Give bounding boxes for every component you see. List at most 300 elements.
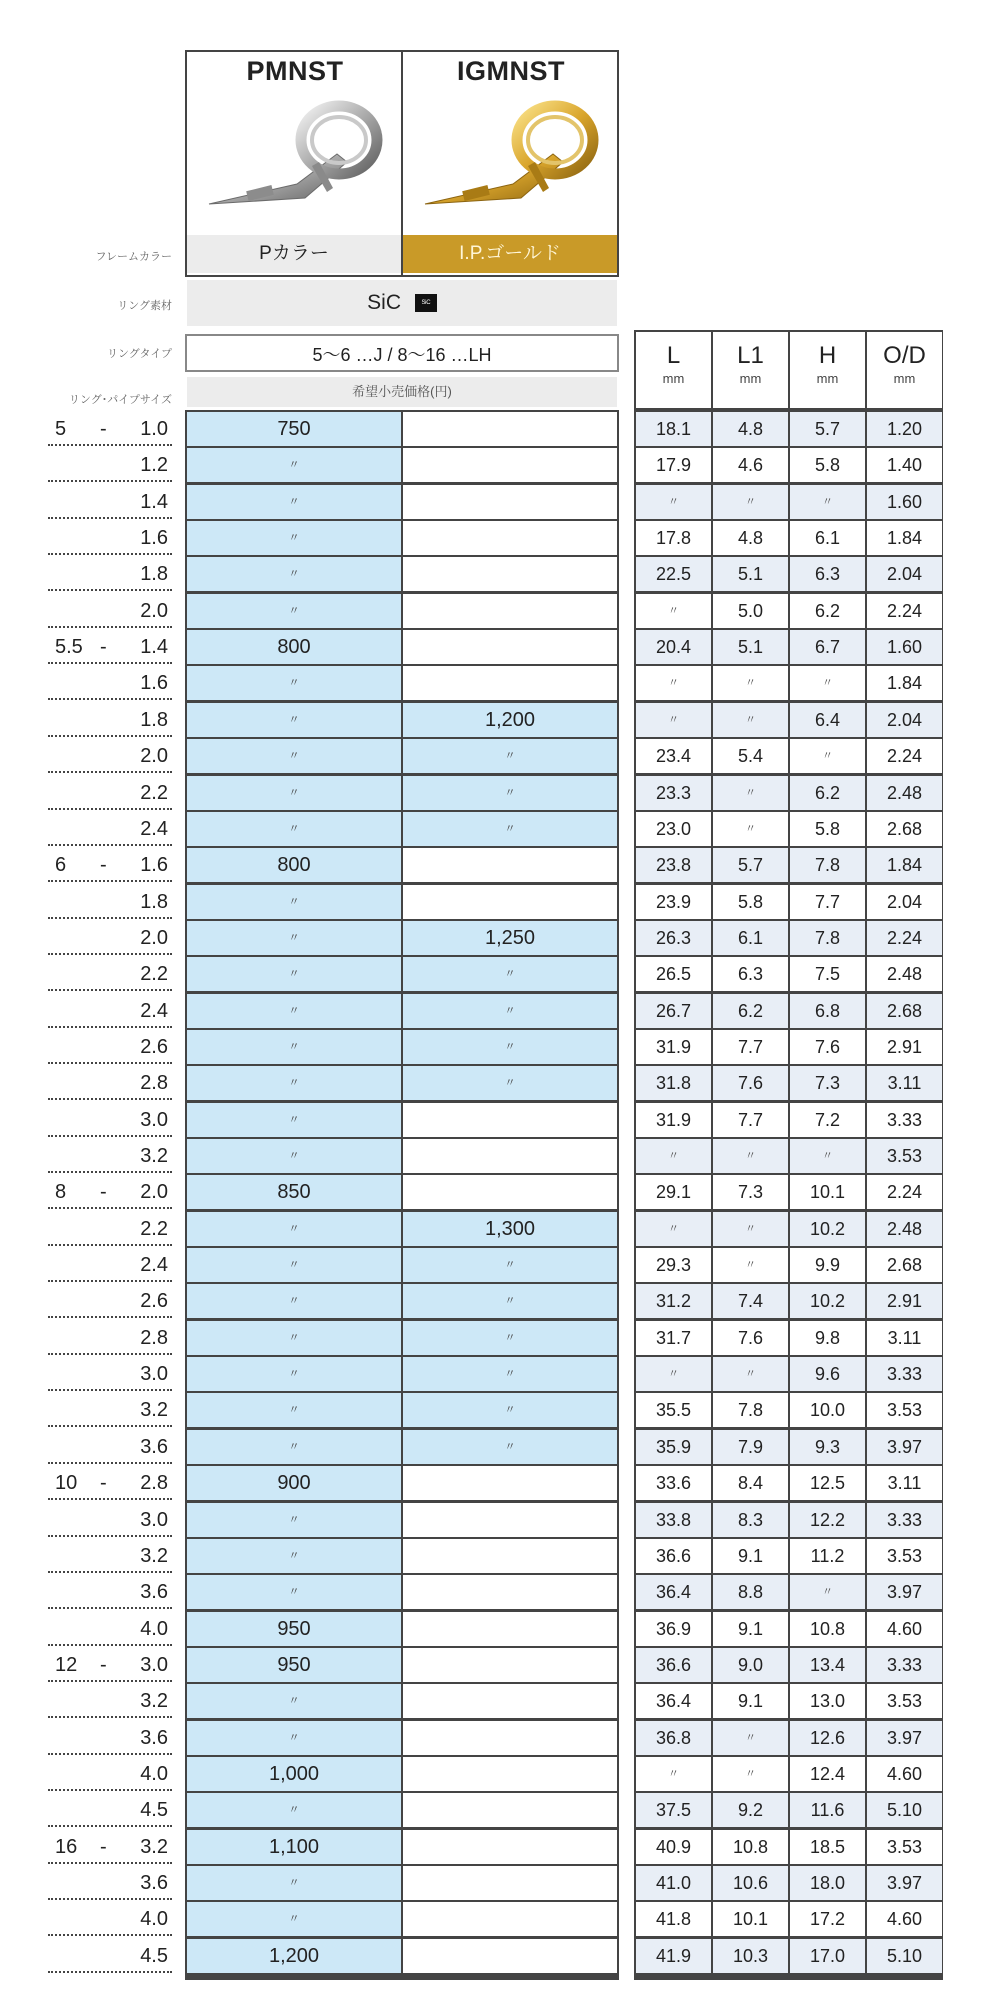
dotted-leader xyxy=(48,480,172,482)
pipe-size: 2.8 xyxy=(140,1327,168,1349)
ring-size: 5 xyxy=(55,418,67,440)
ring-pipe-size xyxy=(0,1575,172,1609)
dotted-leader xyxy=(48,444,172,446)
ring-type-cell: 5〜6 …J / 8〜16 …LH xyxy=(185,334,619,372)
pmnst-price: 〃 xyxy=(187,1103,401,1137)
dotted-leader xyxy=(48,1498,172,1500)
model-pmnst: PMNST xyxy=(246,56,344,86)
dim-l1-value: 〃 xyxy=(713,1757,788,1791)
igmnst-price xyxy=(403,448,617,482)
ring-size: 6 xyxy=(55,854,67,876)
pipe-size: 2.4 xyxy=(140,818,168,840)
dotted-leader xyxy=(48,1098,172,1100)
pipe-size: 3.6 xyxy=(140,1581,168,1603)
igmnst-price xyxy=(403,557,617,591)
pmnst-price: 〃 xyxy=(187,1248,401,1282)
dim-od-value: 2.91 xyxy=(867,1284,942,1318)
dim-h-value: 10.2 xyxy=(790,1212,865,1246)
dim-l1-value: 9.0 xyxy=(713,1648,788,1682)
dim-l1-value: 9.1 xyxy=(713,1612,788,1646)
dim-l-value: 〃 xyxy=(636,1757,711,1791)
pipe-size: 3.2 xyxy=(140,1145,168,1167)
dim-h-value: 18.0 xyxy=(790,1866,865,1900)
dim-l-value: 31.7 xyxy=(636,1321,711,1355)
dotted-leader xyxy=(48,1680,172,1682)
pipe-size: 2.4 xyxy=(140,1000,168,1022)
gold-guide-image xyxy=(403,96,619,222)
pipe-size: 2.2 xyxy=(140,963,168,985)
dim-l-value: 33.8 xyxy=(636,1503,711,1537)
pipe-size: 1.4 xyxy=(140,491,168,513)
pipe-size: 1.8 xyxy=(140,891,168,913)
pmnst-price: 〃 xyxy=(187,957,401,991)
ring-pipe-size xyxy=(0,1939,172,1973)
dotted-leader xyxy=(48,1644,172,1646)
pmnst-price: 〃 xyxy=(187,812,401,846)
igmnst-price xyxy=(403,630,617,664)
pmnst-price: 950 xyxy=(187,1648,401,1682)
dim-h-value: 12.6 xyxy=(790,1721,865,1755)
ring-pipe-size xyxy=(0,1430,172,1464)
pmnst-price: 1,100 xyxy=(187,1830,401,1864)
ring-pipe-size xyxy=(0,1721,172,1755)
dim-l1-value: 〃 xyxy=(713,703,788,737)
dim-l-value: 〃 xyxy=(636,1212,711,1246)
dim-l1-value: 〃 xyxy=(713,485,788,519)
silver-guide-image xyxy=(187,96,403,222)
dim-l-value: 36.4 xyxy=(636,1684,711,1718)
ring-pipe-size xyxy=(0,412,172,446)
dim-od-value: 3.53 xyxy=(867,1684,942,1718)
dim-l-value: 36.6 xyxy=(636,1648,711,1682)
dim-h-value: 7.6 xyxy=(790,1030,865,1064)
igmnst-price: 1,200 xyxy=(403,703,617,737)
dim-l-value: 35.5 xyxy=(636,1393,711,1427)
dim-h-value: 7.3 xyxy=(790,1066,865,1100)
dim-l-value: 36.8 xyxy=(636,1721,711,1755)
dotted-leader xyxy=(48,1825,172,1827)
igmnst-price: 〃 xyxy=(403,1248,617,1282)
dim-od-value: 2.48 xyxy=(867,776,942,810)
igmnst-price xyxy=(403,666,617,700)
ring-pipe-size xyxy=(0,994,172,1028)
dim-h-value: 6.7 xyxy=(790,630,865,664)
ring-pipe-size xyxy=(0,666,172,700)
dim-l-value: 23.3 xyxy=(636,776,711,810)
ring-pipe-size xyxy=(0,557,172,591)
dim-h-value: 10.1 xyxy=(790,1175,865,1209)
frame-color-gold: I.P.ゴールド xyxy=(403,235,617,273)
dim-od-value: 3.97 xyxy=(867,1575,942,1609)
pmnst-price: 800 xyxy=(187,630,401,664)
dim-l1-value: 〃 xyxy=(713,812,788,846)
ring-pipe-size xyxy=(0,703,172,737)
dim-l1-value: 7.4 xyxy=(713,1284,788,1318)
ring-pipe-size xyxy=(0,848,172,882)
igmnst-price xyxy=(403,1793,617,1827)
ring-material-cell xyxy=(187,280,617,326)
dim-od-value: 3.53 xyxy=(867,1539,942,1573)
ring-pipe-size xyxy=(0,1539,172,1573)
dim-l-value: 〃 xyxy=(636,703,711,737)
dotted-leader xyxy=(48,1753,172,1755)
dim-h-value: 〃 xyxy=(790,666,865,700)
igmnst-price xyxy=(403,1539,617,1573)
price-label: 希望小売価格(円) xyxy=(187,377,617,407)
dim-h-value: 17.0 xyxy=(790,1939,865,1973)
pipe-size: 1.6 xyxy=(140,672,168,694)
dotted-leader xyxy=(48,735,172,737)
pmnst-price: 〃 xyxy=(187,485,401,519)
dotted-leader xyxy=(48,1607,172,1609)
dim-l-value: 23.0 xyxy=(636,812,711,846)
dim-od-value: 3.53 xyxy=(867,1393,942,1427)
ring-pipe-size xyxy=(0,448,172,482)
ring-pipe-size xyxy=(0,921,172,955)
dim-h-value: 〃 xyxy=(790,1139,865,1173)
dotted-leader xyxy=(48,626,172,628)
ring-pipe-size xyxy=(0,521,172,555)
size-dash: - xyxy=(100,1654,107,1676)
ring-material-value: SiC xyxy=(367,291,401,314)
dim-od-value: 2.04 xyxy=(867,885,942,919)
igmnst-price xyxy=(403,594,617,628)
dim-l1-value: 8.4 xyxy=(713,1466,788,1500)
igmnst-price: 〃 xyxy=(403,1430,617,1464)
dim-od-value: 1.84 xyxy=(867,521,942,555)
igmnst-price xyxy=(403,1684,617,1718)
dim-l1-value: 〃 xyxy=(713,1248,788,1282)
pipe-size: 2.0 xyxy=(140,600,168,622)
igmnst-price: 〃 xyxy=(403,994,617,1028)
ring-pipe-size xyxy=(0,1757,172,1791)
dim-l1-value: 9.1 xyxy=(713,1539,788,1573)
dim-od-value: 3.11 xyxy=(867,1066,942,1100)
dotted-leader xyxy=(48,808,172,810)
frame-color-silver: Pカラー xyxy=(187,235,401,273)
dim-od-value: 2.91 xyxy=(867,1030,942,1064)
dim-l-value: 31.9 xyxy=(636,1030,711,1064)
model-igmnst: IGMNST xyxy=(457,56,565,86)
pmnst-price: 〃 xyxy=(187,994,401,1028)
dim-od-value: 2.24 xyxy=(867,739,942,773)
dim-header-od xyxy=(867,332,942,408)
pmnst-price: 〃 xyxy=(187,1284,401,1318)
igmnst-price xyxy=(403,412,617,446)
dim-l1-value: 7.6 xyxy=(713,1321,788,1355)
pmnst-price: 1,000 xyxy=(187,1757,401,1791)
pmnst-price: 750 xyxy=(187,412,401,446)
pmnst-price: 〃 xyxy=(187,1902,401,1936)
dim-h-value: 6.4 xyxy=(790,703,865,737)
dotted-leader xyxy=(48,1389,172,1391)
ring-pipe-size xyxy=(0,1902,172,1936)
dim-l1-value: 〃 xyxy=(713,1357,788,1391)
ring-size: 12 xyxy=(55,1654,78,1676)
dim-od-value: 3.11 xyxy=(867,1321,942,1355)
pmnst-price: 〃 xyxy=(187,448,401,482)
igmnst-price xyxy=(403,485,617,519)
dotted-leader xyxy=(48,1862,172,1864)
dim-l-value: 41.0 xyxy=(636,1866,711,1900)
dim-l1-value: 8.3 xyxy=(713,1503,788,1537)
pmnst-price: 〃 xyxy=(187,1684,401,1718)
ring-pipe-size xyxy=(0,1648,172,1682)
dim-l-value: 〃 xyxy=(636,594,711,628)
pipe-size: 3.2 xyxy=(140,1836,168,1858)
dim-l-value: 17.8 xyxy=(636,521,711,555)
size-dash: - xyxy=(100,418,107,440)
igmnst-price xyxy=(403,1648,617,1682)
dim-l-value: 23.4 xyxy=(636,739,711,773)
pmnst-price: 〃 xyxy=(187,594,401,628)
dim-h-value: 6.8 xyxy=(790,994,865,1028)
dim-l1-value: 7.7 xyxy=(713,1103,788,1137)
dim-l-value: 35.9 xyxy=(636,1430,711,1464)
ring-size: 8 xyxy=(55,1181,67,1203)
dotted-leader xyxy=(48,1462,172,1464)
pmnst-price: 〃 xyxy=(187,1430,401,1464)
igmnst-price xyxy=(403,1175,617,1209)
dim-l1-value: 4.6 xyxy=(713,448,788,482)
dim-h-value: 9.6 xyxy=(790,1357,865,1391)
pipe-size: 2.6 xyxy=(140,1290,168,1312)
ring-size: 16 xyxy=(55,1836,78,1858)
pipe-size: 2.0 xyxy=(140,1181,168,1203)
igmnst-price: 〃 xyxy=(403,1393,617,1427)
dotted-leader xyxy=(48,1571,172,1573)
dim-header-l1-label: L1 xyxy=(737,342,764,369)
ring-pipe-size xyxy=(0,739,172,773)
pmnst-price: 〃 xyxy=(187,1393,401,1427)
igmnst-price xyxy=(403,521,617,555)
dim-l-value: 〃 xyxy=(636,485,711,519)
pmnst-price: 〃 xyxy=(187,1321,401,1355)
dotted-leader xyxy=(48,1934,172,1936)
dim-od-value: 1.60 xyxy=(867,485,942,519)
dim-h-value: 5.8 xyxy=(790,448,865,482)
igmnst-price xyxy=(403,848,617,882)
pipe-size: 1.2 xyxy=(140,454,168,476)
ring-pipe-size xyxy=(0,1284,172,1318)
igmnst-price: 1,300 xyxy=(403,1212,617,1246)
dim-l-value: 41.9 xyxy=(636,1939,711,1973)
pipe-size: 1.6 xyxy=(140,527,168,549)
dim-l-value: 26.7 xyxy=(636,994,711,1028)
pipe-size: 4.0 xyxy=(140,1763,168,1785)
dotted-leader xyxy=(48,1244,172,1246)
dim-od-value: 5.10 xyxy=(867,1793,942,1827)
dim-h-value: 6.1 xyxy=(790,521,865,555)
pipe-size: 2.8 xyxy=(140,1072,168,1094)
dim-od-value: 3.53 xyxy=(867,1139,942,1173)
dim-h-value: 7.8 xyxy=(790,921,865,955)
dim-l-value: 〃 xyxy=(636,1139,711,1173)
dim-l1-value: 7.3 xyxy=(713,1175,788,1209)
pipe-size: 1.4 xyxy=(140,636,168,658)
size-dash: - xyxy=(100,1472,107,1494)
dim-h-value: 13.4 xyxy=(790,1648,865,1682)
ring-pipe-size xyxy=(0,812,172,846)
pipe-size: 1.6 xyxy=(140,854,168,876)
dotted-leader xyxy=(48,1898,172,1900)
igmnst-price xyxy=(403,1612,617,1646)
dim-l1-value: 〃 xyxy=(713,1139,788,1173)
dim-od-value: 3.33 xyxy=(867,1503,942,1537)
ring-pipe-size xyxy=(0,1612,172,1646)
dim-l1-value: 6.2 xyxy=(713,994,788,1028)
dim-l-value: 36.4 xyxy=(636,1575,711,1609)
dim-l-value: 31.2 xyxy=(636,1284,711,1318)
dim-od-value: 2.24 xyxy=(867,921,942,955)
dim-l-value: 26.5 xyxy=(636,957,711,991)
pipe-size: 2.6 xyxy=(140,1036,168,1058)
dim-l1-value: 10.8 xyxy=(713,1830,788,1864)
ring-pipe-size xyxy=(0,1212,172,1246)
dim-header-od-unit: mm xyxy=(893,371,916,386)
ring-size: 5.5 xyxy=(55,636,83,658)
dotted-leader xyxy=(48,1425,172,1427)
dotted-leader xyxy=(48,1062,172,1064)
pmnst-price: 〃 xyxy=(187,1575,401,1609)
pipe-size: 4.5 xyxy=(140,1945,168,1967)
dim-l1-value: 5.1 xyxy=(713,557,788,591)
igmnst-price: 〃 xyxy=(403,1066,617,1100)
pipe-size: 2.8 xyxy=(140,1472,168,1494)
dim-l1-value: 〃 xyxy=(713,1212,788,1246)
dim-h-value: 6.3 xyxy=(790,557,865,591)
dotted-leader xyxy=(48,989,172,991)
dim-od-value: 1.20 xyxy=(867,412,942,446)
dim-l1-value: 8.8 xyxy=(713,1575,788,1609)
ring-pipe-size xyxy=(0,1066,172,1100)
dim-header-l1-unit: mm xyxy=(739,371,762,386)
ring-pipe-size xyxy=(0,1866,172,1900)
pipe-size: 3.0 xyxy=(140,1654,168,1676)
dim-l-value: 41.8 xyxy=(636,1902,711,1936)
dim-l1-value: 〃 xyxy=(713,776,788,810)
pmnst-price: 〃 xyxy=(187,1066,401,1100)
igmnst-price: 1,250 xyxy=(403,921,617,955)
dim-od-value: 2.24 xyxy=(867,594,942,628)
dotted-leader xyxy=(48,698,172,700)
dim-header-od-label: O/D xyxy=(883,342,926,369)
pipe-size: 3.6 xyxy=(140,1436,168,1458)
dim-od-value: 2.68 xyxy=(867,994,942,1028)
dim-l1-value: 6.3 xyxy=(713,957,788,991)
size-dash: - xyxy=(100,636,107,658)
pipe-size: 3.2 xyxy=(140,1399,168,1421)
dim-l1-value: 7.8 xyxy=(713,1393,788,1427)
dim-od-value: 4.60 xyxy=(867,1902,942,1936)
pipe-size: 3.2 xyxy=(140,1545,168,1567)
dim-od-value: 5.10 xyxy=(867,1939,942,1973)
pipe-size: 4.0 xyxy=(140,1618,168,1640)
dim-h-value: 9.3 xyxy=(790,1430,865,1464)
igmnst-price xyxy=(403,1103,617,1137)
dim-od-value: 2.24 xyxy=(867,1175,942,1209)
dim-l-value: 23.9 xyxy=(636,885,711,919)
dim-h-value: 〃 xyxy=(790,485,865,519)
ring-pipe-size xyxy=(0,885,172,919)
pmnst-price: 〃 xyxy=(187,521,401,555)
dim-l-value: 29.1 xyxy=(636,1175,711,1209)
dim-l1-value: 〃 xyxy=(713,666,788,700)
pipe-size: 3.0 xyxy=(140,1109,168,1131)
ring-pipe-size xyxy=(0,1793,172,1827)
dim-l-value: 36.9 xyxy=(636,1612,711,1646)
dim-od-value: 3.97 xyxy=(867,1866,942,1900)
dim-l-value: 33.6 xyxy=(636,1466,711,1500)
dim-l-value: 26.3 xyxy=(636,921,711,955)
dim-l-value: 〃 xyxy=(636,1357,711,1391)
dim-od-value: 4.60 xyxy=(867,1612,942,1646)
ring-pipe-size xyxy=(0,957,172,991)
dim-l-value: 40.9 xyxy=(636,1830,711,1864)
dim-h-value: 9.9 xyxy=(790,1248,865,1282)
pipe-size: 4.0 xyxy=(140,1908,168,1930)
dim-h-value: 11.6 xyxy=(790,1793,865,1827)
igmnst-price xyxy=(403,1830,617,1864)
pipe-size: 1.0 xyxy=(140,418,168,440)
dim-l1-value: 6.1 xyxy=(713,921,788,955)
dim-od-value: 3.33 xyxy=(867,1357,942,1391)
pmnst-price: 900 xyxy=(187,1466,401,1500)
size-dash: - xyxy=(100,1836,107,1858)
dotted-leader xyxy=(48,1135,172,1137)
ring-pipe-size xyxy=(0,1139,172,1173)
dim-od-value: 3.33 xyxy=(867,1103,942,1137)
dim-l-value: 20.4 xyxy=(636,630,711,664)
dim-l-value: 31.8 xyxy=(636,1066,711,1100)
dim-od-value: 3.33 xyxy=(867,1648,942,1682)
dim-h-value: 7.8 xyxy=(790,848,865,882)
dim-header-l xyxy=(636,332,711,408)
ring-pipe-size xyxy=(0,1466,172,1500)
dim-od-value: 3.97 xyxy=(867,1430,942,1464)
dim-h-value: 12.2 xyxy=(790,1503,865,1537)
dim-od-value: 1.84 xyxy=(867,848,942,882)
dotted-leader xyxy=(48,662,172,664)
dotted-leader xyxy=(48,1171,172,1173)
pmnst-price: 1,200 xyxy=(187,1939,401,1973)
ring-pipe-size xyxy=(0,1830,172,1864)
ring-pipe-size xyxy=(0,1684,172,1718)
ring-material-label: リング素材 xyxy=(117,300,172,312)
dim-od-value: 2.48 xyxy=(867,1212,942,1246)
pmnst-price: 〃 xyxy=(187,557,401,591)
dotted-leader xyxy=(48,1207,172,1209)
igmnst-price: 〃 xyxy=(403,739,617,773)
dim-l1-value: 5.7 xyxy=(713,848,788,882)
dotted-leader xyxy=(48,1316,172,1318)
dim-l1-value: 4.8 xyxy=(713,521,788,555)
ring-pipe-size xyxy=(0,1321,172,1355)
dim-header-l1 xyxy=(713,332,788,408)
pipe-size: 3.0 xyxy=(140,1509,168,1531)
ring-pipe-size xyxy=(0,776,172,810)
dim-h-value: 9.8 xyxy=(790,1321,865,1355)
pmnst-price: 〃 xyxy=(187,1793,401,1827)
pmnst-price: 〃 xyxy=(187,1357,401,1391)
dim-od-value: 4.60 xyxy=(867,1757,942,1791)
dim-header-l-unit: mm xyxy=(662,371,685,386)
dim-h-value: 7.7 xyxy=(790,885,865,919)
igmnst-price xyxy=(403,1575,617,1609)
pmnst-price: 〃 xyxy=(187,1030,401,1064)
igmnst-price xyxy=(403,1866,617,1900)
dim-h-value: 〃 xyxy=(790,739,865,773)
